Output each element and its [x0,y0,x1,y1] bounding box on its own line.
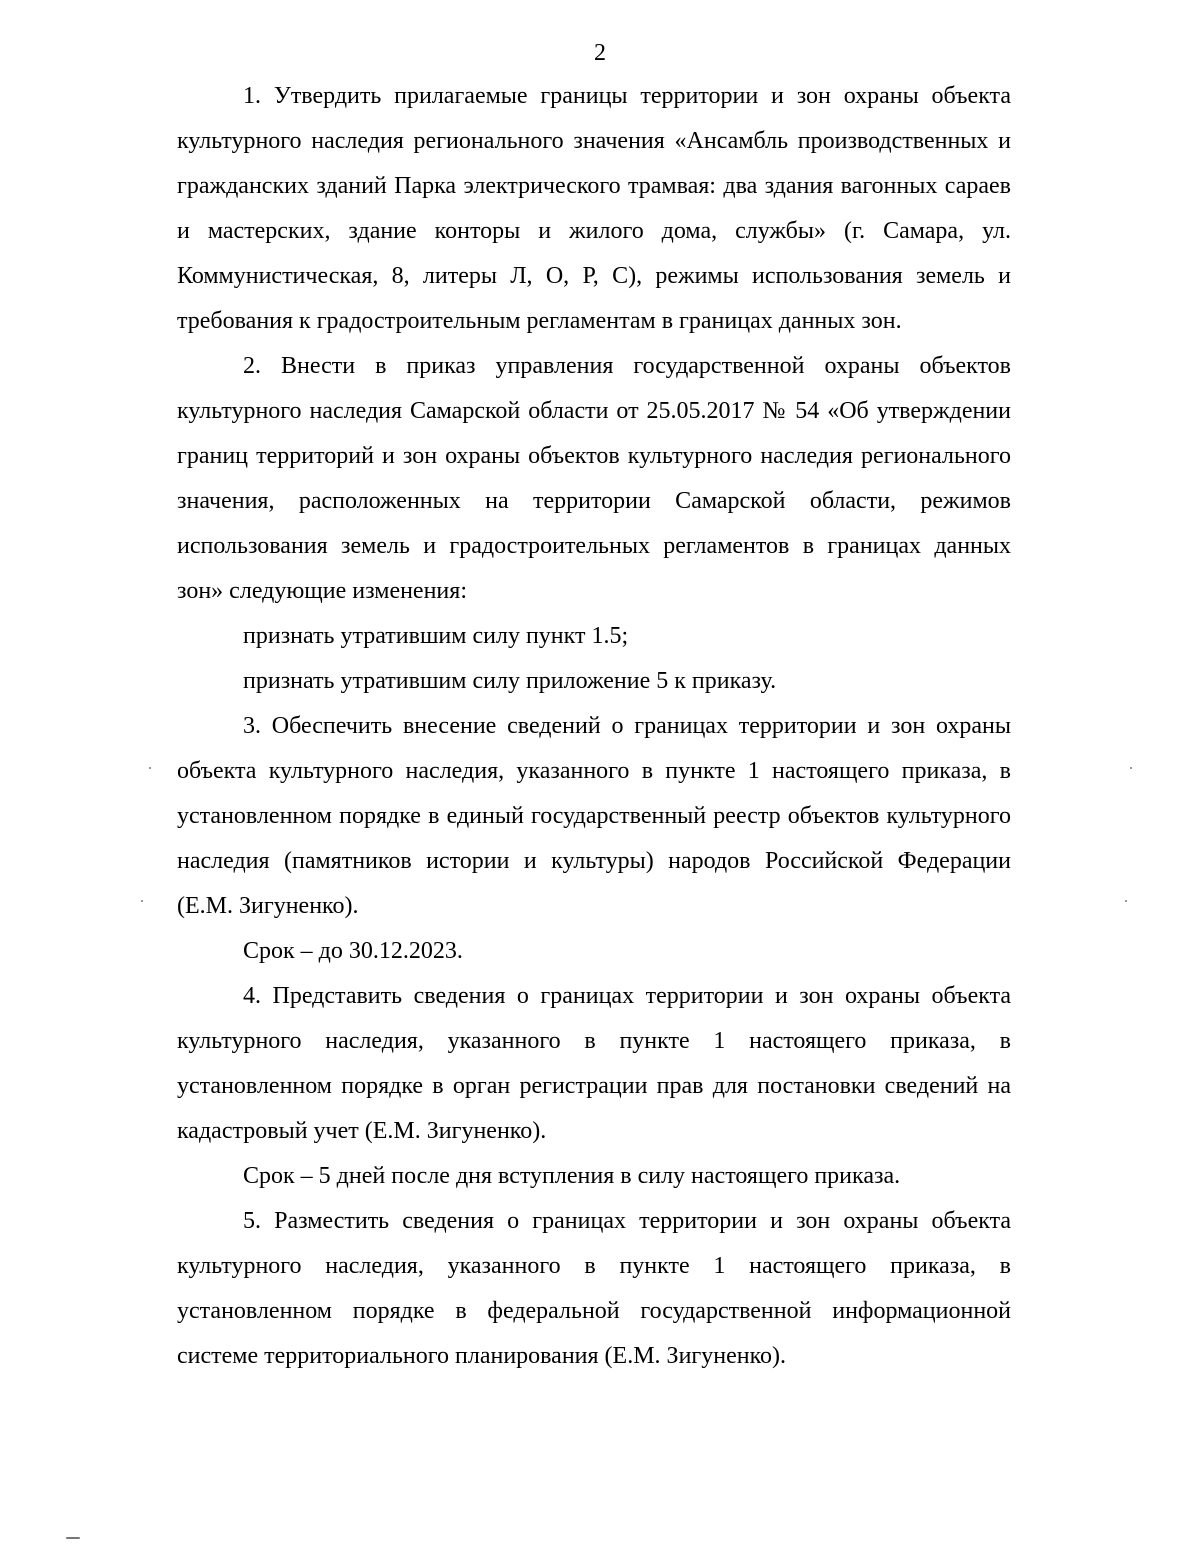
paragraph-4-cadastral-info: 4. Представить сведения о границах территории и зон охраны объекта культурного наследия, указанного в пункте 1 настоящего приказа, в установленном порядке в орган регистрации прав для постановки сведений на кадастровый учет (Е.М. Зигуненко). [177,983,1011,1144]
scan-speck-left-1 [149,767,151,769]
paragraph-5-planning-system: 5. Разместить сведения о границах территории и зон охраны объекта культурного наследия, указанного в пункте 1 настоящего приказа, в установленном порядке в федеральной государственной информационной системе территориального планирования (Е.М. Зигуненко). [177,1208,1011,1369]
paragraph-3-registry-entry: 3. Обеспечить внесение сведений о границах территории и зон охраны объекта культурного наследия, указанного в пункте 1 настоящего приказа, в установленном порядке в единый государственный реестр объектов культурного наследия (памятников истории и культуры) народов Российской Федерации (Е.М. Зигуненко). [177,713,1011,919]
scan-speck-right-1 [1130,767,1132,769]
deadline-cadastral: Срок – 5 дней после дня вступления в силу настоящего приказа. [243,1163,901,1189]
scan-dash-bottom-left [66,1537,80,1539]
scan-speck-right-2 [1125,900,1127,902]
subparagraph-repeal-point: признать утратившим силу пункт 1.5; [243,623,629,649]
scan-speck-left-2 [141,900,143,902]
page-number: 2 [594,40,606,66]
paragraph-1-approve-boundaries: 1. Утвердить прилагаемые границы территории и зон охраны объекта культурного наследия регионального значения «Ансамбль производственных и гражданских зданий Парка электрического трамвая: два здания вагонных сараев и мастерских, здание конторы и жилого дома, службы» (г. Самара, ул. Коммунистическая, 8, литеры Л, О, Р, С), режимы использования земель и требования к градостроительным регламентам в границах данных зон. [177,83,1011,334]
document-body [177,74,1011,1379]
subparagraph-repeal-appendix: признать утратившим силу приложение 5 к приказу. [243,668,777,694]
paragraph-2-amend-order: 2. Внести в приказ управления государственной охраны объектов культурного наследия Самарской области от 25.05.2017 № 54 «Об утверждении границ территорий и зон охраны объектов культурного наследия регионального значения, расположенных на территории Самарской области, режимов использования земель и градостроительных регламентов в границах данных зон» следующие изменения: [177,353,1011,604]
deadline-registry: Срок – до 30.12.2023. [243,938,463,964]
